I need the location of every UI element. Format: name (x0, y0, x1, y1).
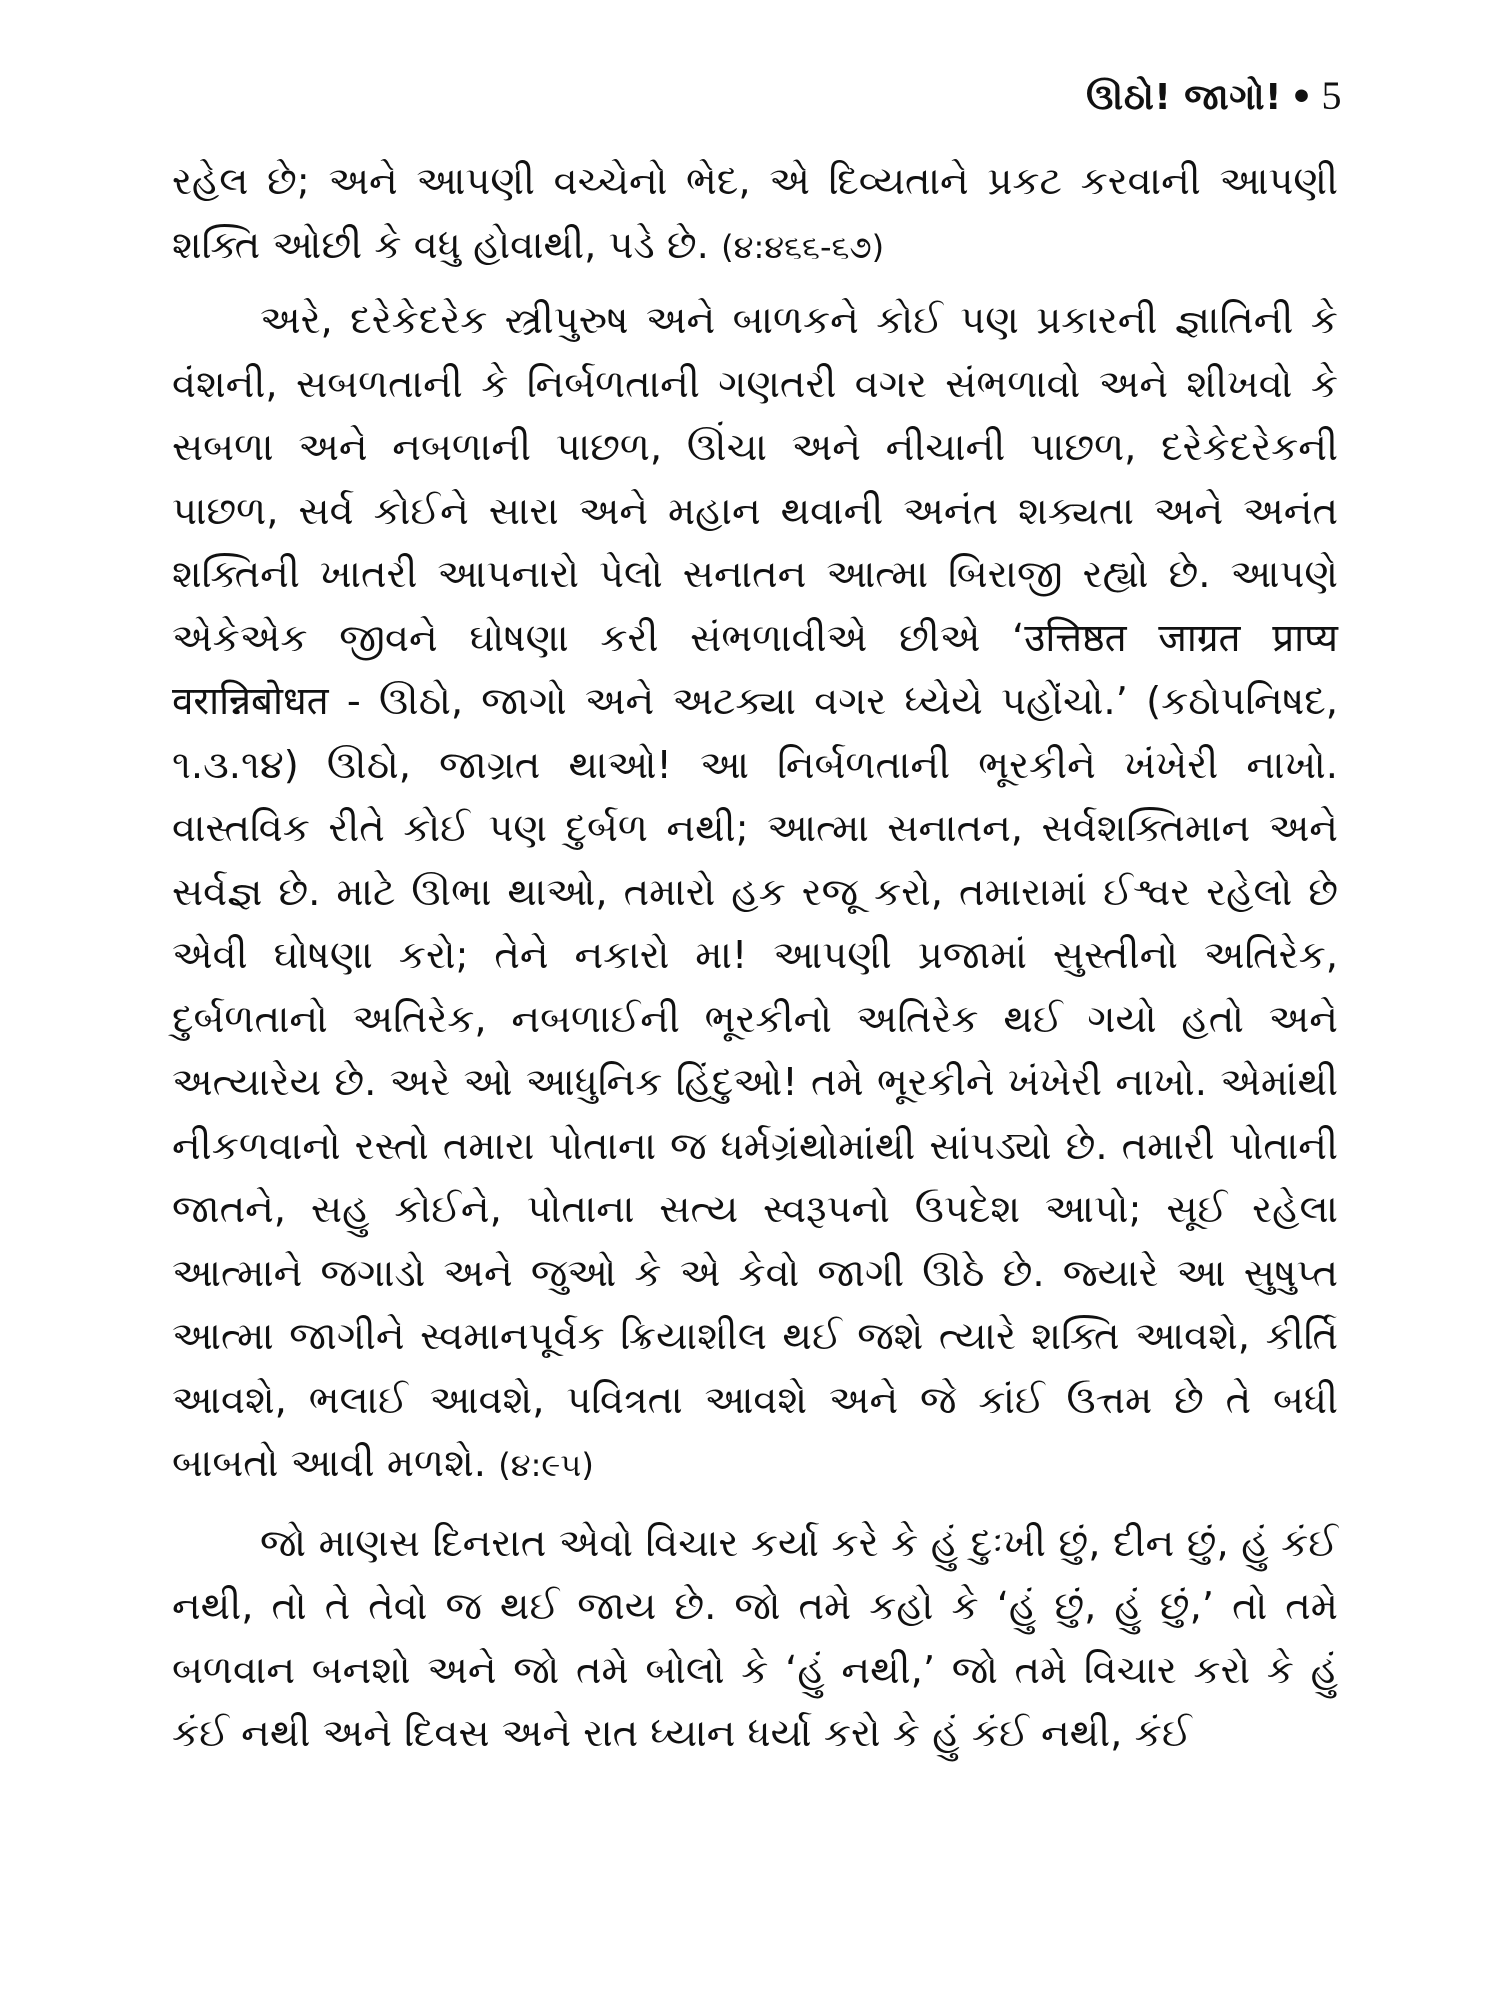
paragraph (172, 1512, 1338, 1766)
citation-reference: (૪:૯૫) (498, 1446, 594, 1484)
page-number: 5 (1321, 73, 1342, 118)
running-title: ઊઠો! જાગો! (1086, 77, 1282, 118)
header-separator: • (1289, 77, 1314, 118)
citation-reference: (૪:૪૬૬-૬૭) (721, 227, 885, 266)
paragraph (172, 289, 1338, 1498)
paragraph-text: અરે, દરેકેદરેક સ્ત્રીપુરુષ અને બાળકને કોઈ પણ પ્રકારની જ્ઞાતિની કે વંશની, સબળતાની કે નિર્બળતાની ગણતરી વગર સંભળાવો અને શીખવો કે સબળા અને નબળાની પાછળ, ઊંચા અને નીચાની પાછળ, દરેકેદરેકની પાછળ, સર્વ કોઈને સારા અને મહાન થવાની અનંત શક્યતા અને અનંત શક્તિની ખાતરી આપનારો પેલો સનાતન આત્મા બિરાજી રહ્યો છે. આપણે એકેએક જીવને ઘોષણા કરી સંભળાવીએ છીએ ‘उत्तिष्ठत जाग्रत प्राप्य वरान्निबोधत - ઊઠો, જાગો અને અટક્યા વગર ધ્યેયે પહોંચો.’ (કઠોપનિષદ, ૧.૩.૧૪) ઊઠો, જાગ્રત થાઓ! આ નિર્બળતાની ભૂરકીને ખંખેરી નાખો. વાસ્તવિક રીતે કોઈ પણ દુર્બળ નથી; આત્મા સનાતન, સર્વશક્તિમાન અને સર્વજ્ઞ છે. માટે ઊભા થાઓ, તમારો હક રજૂ કરો, તમારામાં ઈશ્વર રહેલો છે એવી ઘોષણા કરો; તેને નકારો મા! આપણી પ્રજામાં સુસ્તીનો અતિરેક, દુર્બળતાનો અતિરેક, નબળાઈની ભૂરકીનો અતિરેક થઈ ગયો હતો અને અત્યારેય છે. અરે ઓ આધુનિક હિંદુઓ! તમે ભૂરકીને ખંખેરી નાખો. એમાંથી નીકળવાનો રસ્તો તમારા પોતાના જ ધર્મગ્રંથોમાંથી સાંપડ્યો છે. તમારી પોતાની જાતને, સહુ કોઈને, પોતાના સત્ય સ્વરૂપનો ઉપદેશ આપો; સૂઈ રહેલા આત્માને જગાડો અને જુઓ કે એ કેવો જાગી ઊઠે છે. જ્યારે આ સુષુપ્ત આત્મા જાગીને સ્વમાનપૂર્વક ક્રિયાશીલ થઈ જશે ત્યારે શક્તિ આવશે, કીર્તિ આવશે, ભલાઈ આવશે, પવિત્રતા આવશે અને જે કાંઈ ઉત્તમ છે તે બધી બાબતો આવી મળશે. (172, 298, 1338, 1486)
paragraph-continued (172, 150, 1338, 279)
paragraph-text: જો માણસ દિનરાત એવો વિચાર કર્યા કરે કે હું દુઃખી છું, દીન છું, હું કંઈ નથી, તો તે તેવો જ થઈ જાય છે. જો તમે કહો કે ‘હું છું, હું છું,’ તો તમે બળવાન બનશો અને જો તમે બોલો કે ‘હું નથી,’ જો તમે વિચાર કરો કે હું કંઈ નથી અને દિવસ અને રાત ધ્યાન ધર્યા કરો કે હું કંઈ નથી, કંઈ (172, 1520, 1338, 1756)
body-text (172, 150, 1338, 1766)
running-header (1086, 72, 1342, 119)
paragraph-text: રહેલ છે; અને આપણી વચ્ચેનો ભેદ, એ દિવ્યતાને પ્રકટ કરવાની આપણી શક્તિ ઓછી કે વધુ હોવાથી, પડે છે. (172, 159, 1338, 268)
